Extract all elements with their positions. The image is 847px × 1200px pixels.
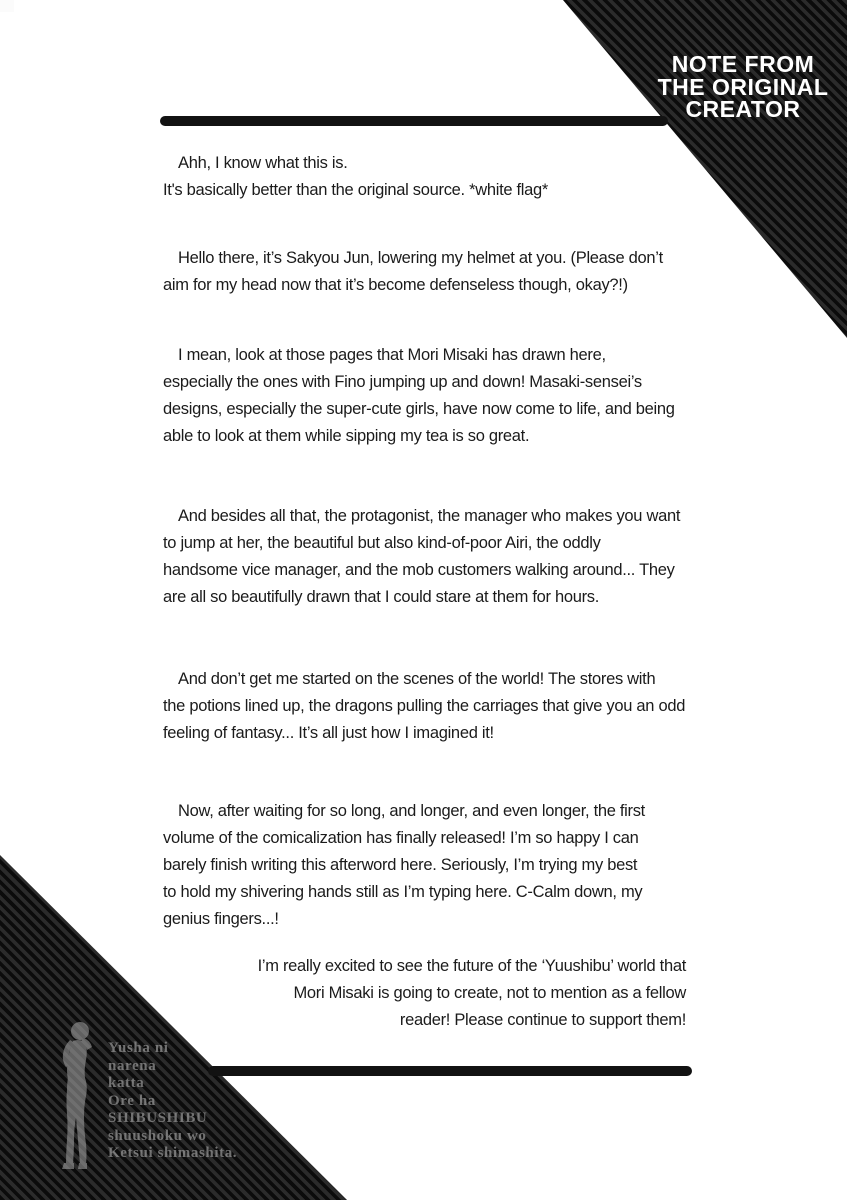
watermark-line: Ketsui shimashita. xyxy=(108,1145,238,1161)
watermark-line: narena xyxy=(108,1057,157,1074)
text-line: Mori Misaki is going to create, not to mention as a fellow xyxy=(293,984,686,1002)
text-line: to hold my shivering hands still as I’m typing here. C-Calm down, my xyxy=(163,883,643,901)
text-line: the potions lined up, the dragons pulling the carriages that give you an odd xyxy=(163,697,686,715)
text-line: are all so beautifully drawn that I could stare at them for hours. xyxy=(163,588,600,606)
paragraph xyxy=(163,798,763,933)
watermark-line: katta xyxy=(108,1075,145,1091)
text-line: aim for my head now that it’s become defenseless though, okay?!) xyxy=(163,276,628,294)
text-line: I’m really excited to see the future of the ‘Yuushibu’ world that xyxy=(257,957,686,975)
text-line: It's basically better than the original source. *white flag* xyxy=(163,181,549,199)
text-line: designs, especially the super-cute girls, have now come to life, and being xyxy=(163,400,675,418)
top-divider-bar xyxy=(160,116,668,126)
silhouette-foot xyxy=(78,1163,87,1169)
text-line: Now, after waiting for so long, and longer, and even longer, the first xyxy=(178,802,645,820)
text-line: I mean, look at those pages that Mori Misaki has drawn here, xyxy=(178,346,606,364)
page-title-line: CREATOR xyxy=(685,96,801,122)
page-title-line: NOTE FROM xyxy=(671,51,815,77)
bottom-divider-bar xyxy=(208,1066,692,1076)
silhouette-foot xyxy=(62,1163,74,1169)
paragraph xyxy=(163,150,763,204)
paragraph xyxy=(163,666,763,747)
page-title xyxy=(646,53,840,121)
watermark-line: Yusha ni xyxy=(108,1040,169,1056)
text-line: And don’t get me started on the scenes of the world! The stores with xyxy=(178,670,656,688)
afterword-text xyxy=(163,150,763,1034)
page-title-line: THE ORIGINAL xyxy=(657,73,829,100)
series-title-watermark xyxy=(108,1040,237,1163)
text-line: Hello there, it’s Sakyou Jun, lowering my helmet at you. (Please don’t xyxy=(178,249,663,267)
scan-corner-artifact xyxy=(0,0,14,12)
text-line: genius fingers...! xyxy=(163,910,279,928)
paragraph xyxy=(163,245,763,299)
silhouette-legs xyxy=(66,1076,87,1164)
text-line: barely finish writing this afterword here. Seriously, I’m trying my best xyxy=(163,856,638,874)
watermark-line: SHIBUSHIBU xyxy=(108,1110,208,1126)
woman-silhouette xyxy=(50,1020,106,1175)
silhouette-head xyxy=(71,1022,89,1040)
text-line: And besides all that, the protagonist, the manager who makes you want xyxy=(178,507,681,525)
watermark-line: Ore ha xyxy=(108,1092,156,1109)
paragraph xyxy=(163,342,763,450)
text-line: Ahh, I know what this is. xyxy=(178,154,348,172)
text-line: volume of the comicalization has finally released! I’m so happy I can xyxy=(163,829,639,847)
paragraph xyxy=(163,953,686,1034)
text-line: able to look at them while sipping my tea is so great. xyxy=(163,427,530,445)
watermark-line: shuushoku wo xyxy=(108,1127,207,1144)
text-line: especially the ones with Fino jumping up and down! Masaki-sensei’s xyxy=(163,373,642,391)
text-line: handsome vice manager, and the mob customers walking around... They xyxy=(163,561,675,579)
text-line: feeling of fantasy... It’s all just how I imagined it! xyxy=(163,724,494,742)
paragraph xyxy=(163,503,763,611)
text-line: to jump at her, the beautiful but also kind-of-poor Airi, the oddly xyxy=(163,534,601,552)
text-line: reader! Please continue to support them! xyxy=(399,1011,686,1029)
